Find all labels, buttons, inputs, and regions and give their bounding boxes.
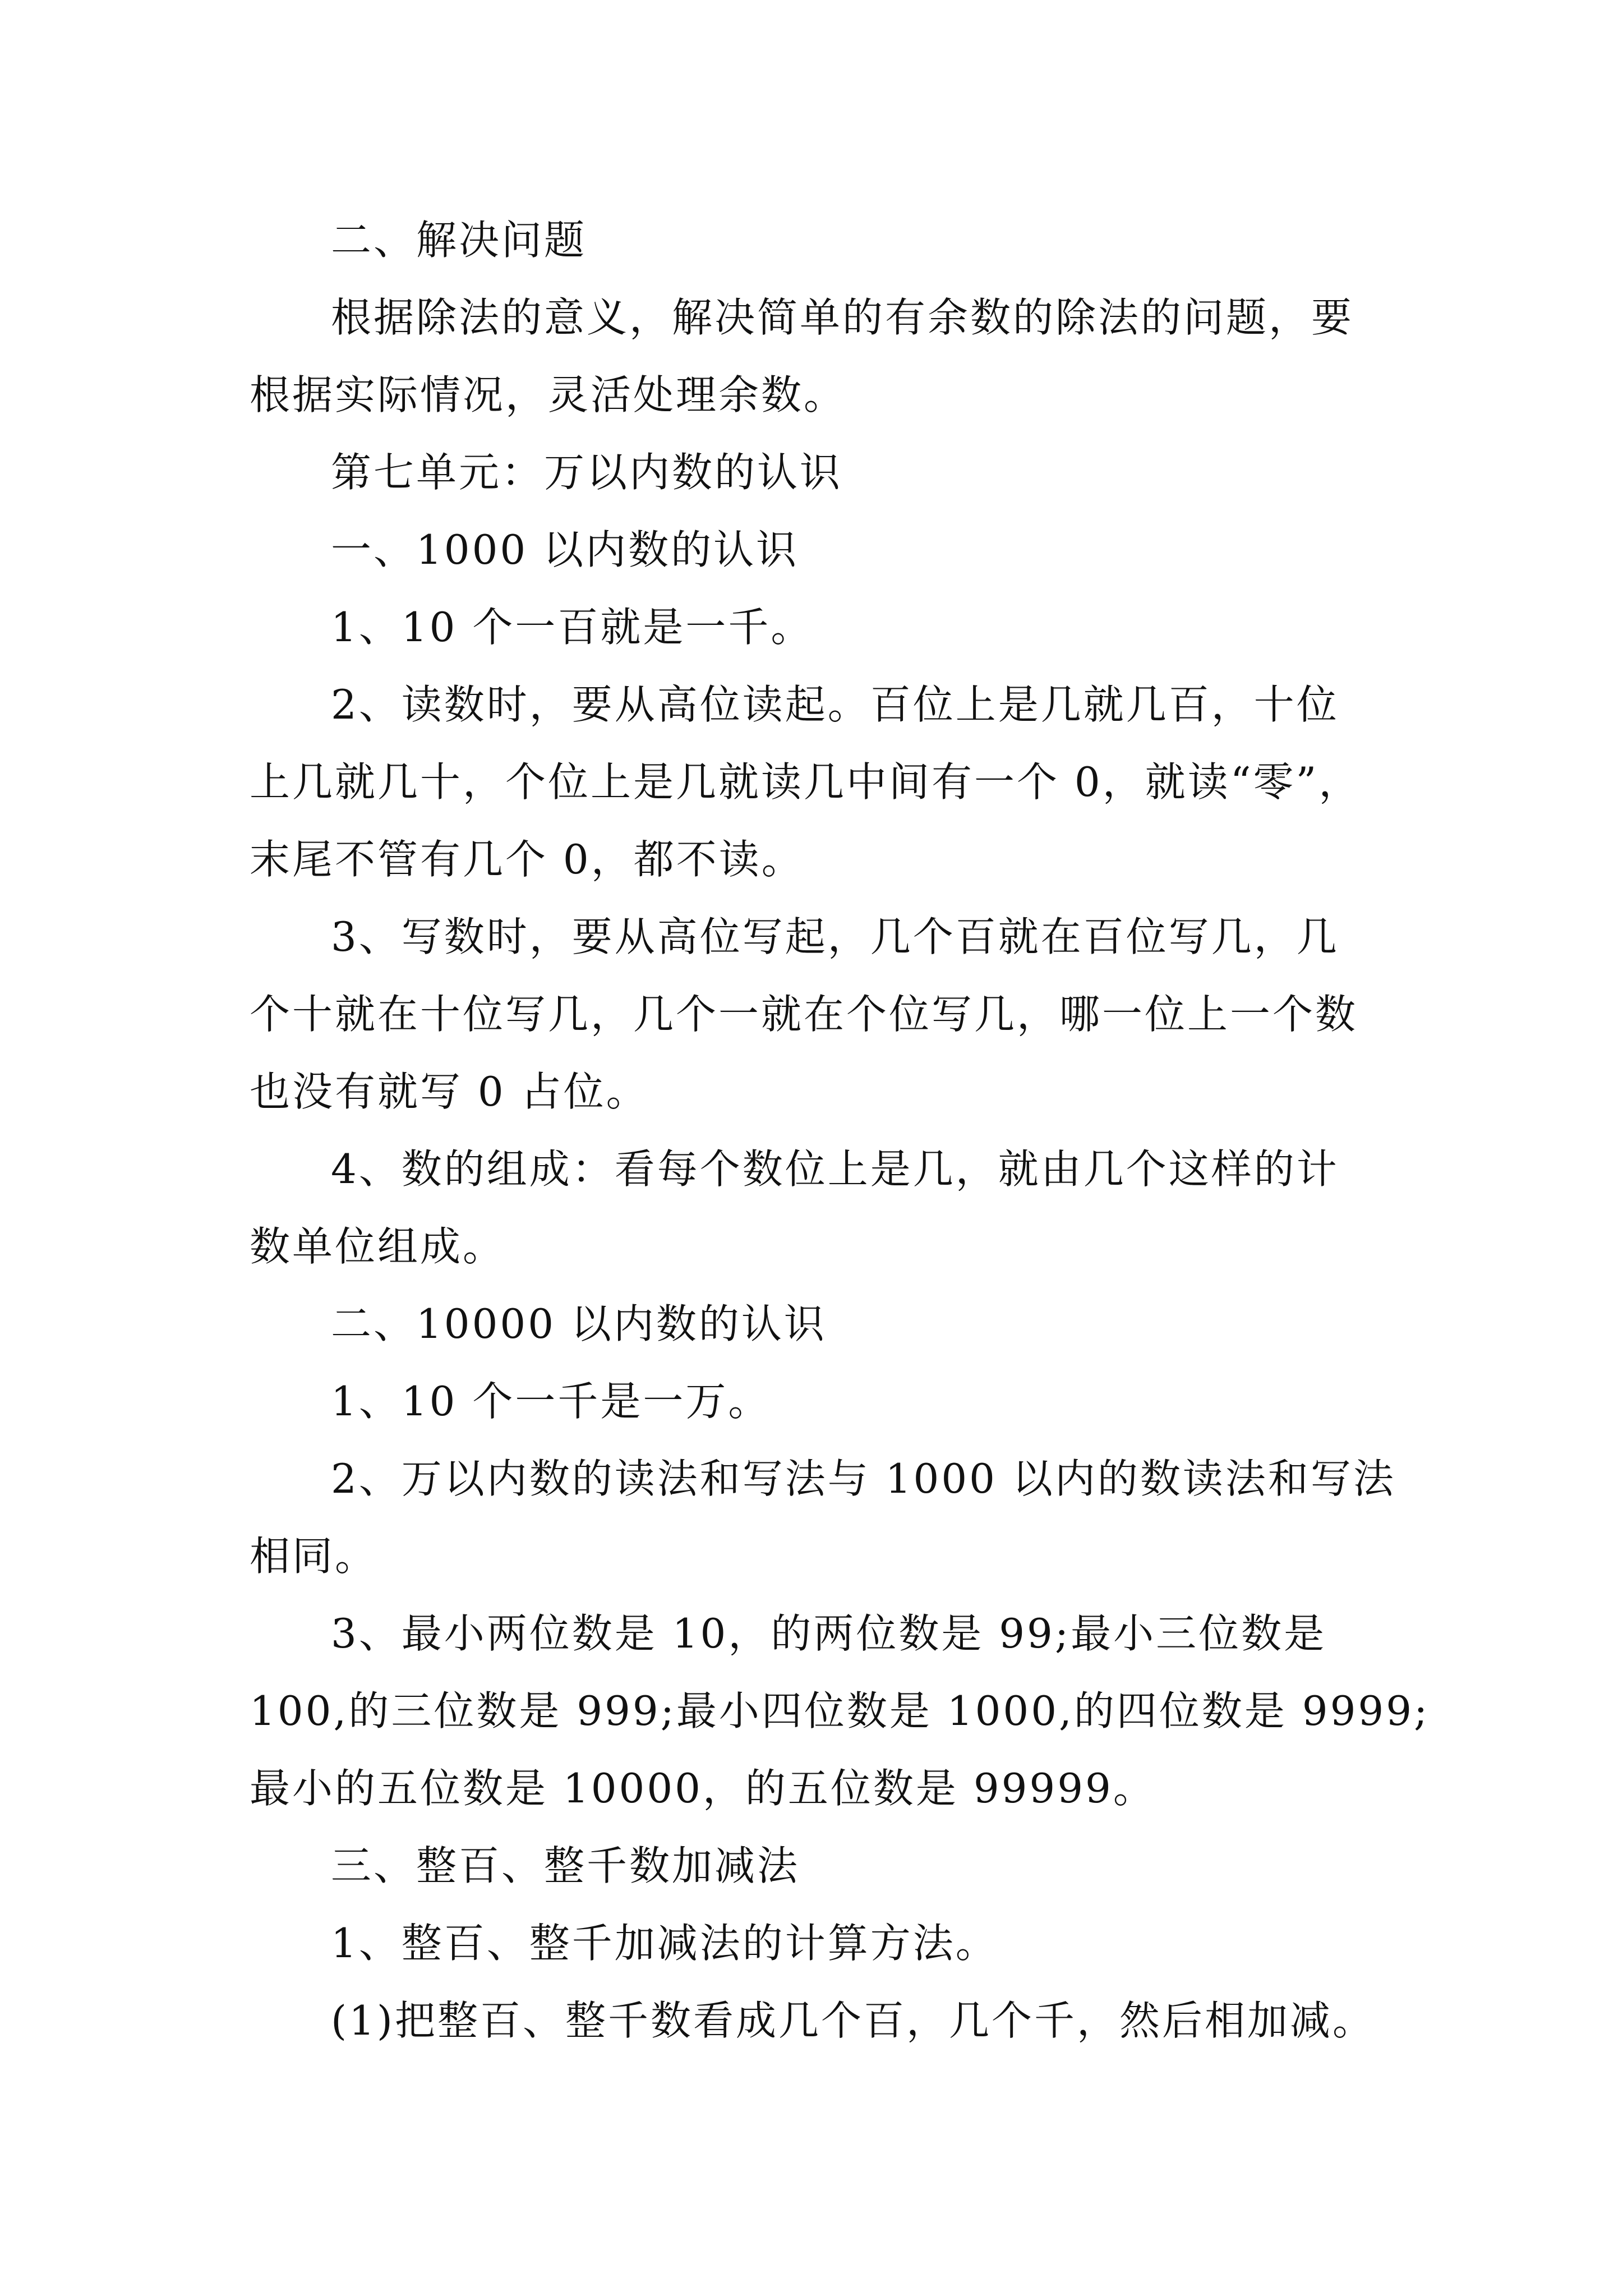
section-heading: 一、1000 以内数的认识 [331,526,799,573]
paragraph-line: 2、读数时，要从高位读起。百位上是几就几百，十位 [331,681,1339,728]
paragraph-line: 100,的三位数是 999;最小四位数是 1000,的四位数是 9999; [250,1687,1430,1734]
paragraph-line: 4、数的组成：看每个数位上是几，就由几个这样的计 [331,1145,1339,1193]
section-heading: 三、整百、整千数加减法 [331,1842,800,1889]
paragraph-line: 2、万以内数的读法和写法与 1000 以内的数读法和写法 [331,1455,1396,1502]
paragraph-line: 数单位组成。 [250,1223,506,1270]
paragraph-line: 相同。 [250,1533,378,1580]
paragraph-line: 个十就在十位写几，几个一就在个位写几，哪一位上一个数 [250,991,1358,1038]
paragraph-line: (1)把整百、整千数看成几个百，几个千，然后相加减。 [331,1997,1375,2044]
section-heading: 二、10000 以内数的认识 [331,1300,827,1347]
paragraph-line: 根据除法的意义，解决简单的有余数的除法的问题，要 [331,294,1354,341]
paragraph-line: 3、最小两位数是 10，的两位数是 99;最小三位数是 [331,1610,1327,1657]
paragraph-line: 1、整百、整千加减法的计算方法。 [331,1920,998,1967]
unit-heading: 第七单元：万以内数的认识 [331,449,843,496]
paragraph-line: 1、10 个一千是一万。 [331,1378,771,1425]
paragraph-line: 也没有就写 0 占位。 [250,1068,649,1115]
paragraph-line: 最小的五位数是 10000，的五位数是 99999。 [250,1765,1156,1812]
paragraph-line: 3、写数时，要从高位写起，几个百就在百位写几，几 [331,913,1339,960]
paragraph-line: 1、10 个一百就是一千。 [331,604,814,651]
paragraph-line: 上几就几十，个位上是几就读几中间有一个 0，就读“零”， [250,758,1362,806]
paragraph-line: 末尾不管有几个 0，都不读。 [250,836,804,883]
section-heading: 二、解决问题 [331,217,587,264]
paragraph-line: 根据实际情况，灵活处理余数。 [250,371,847,418]
